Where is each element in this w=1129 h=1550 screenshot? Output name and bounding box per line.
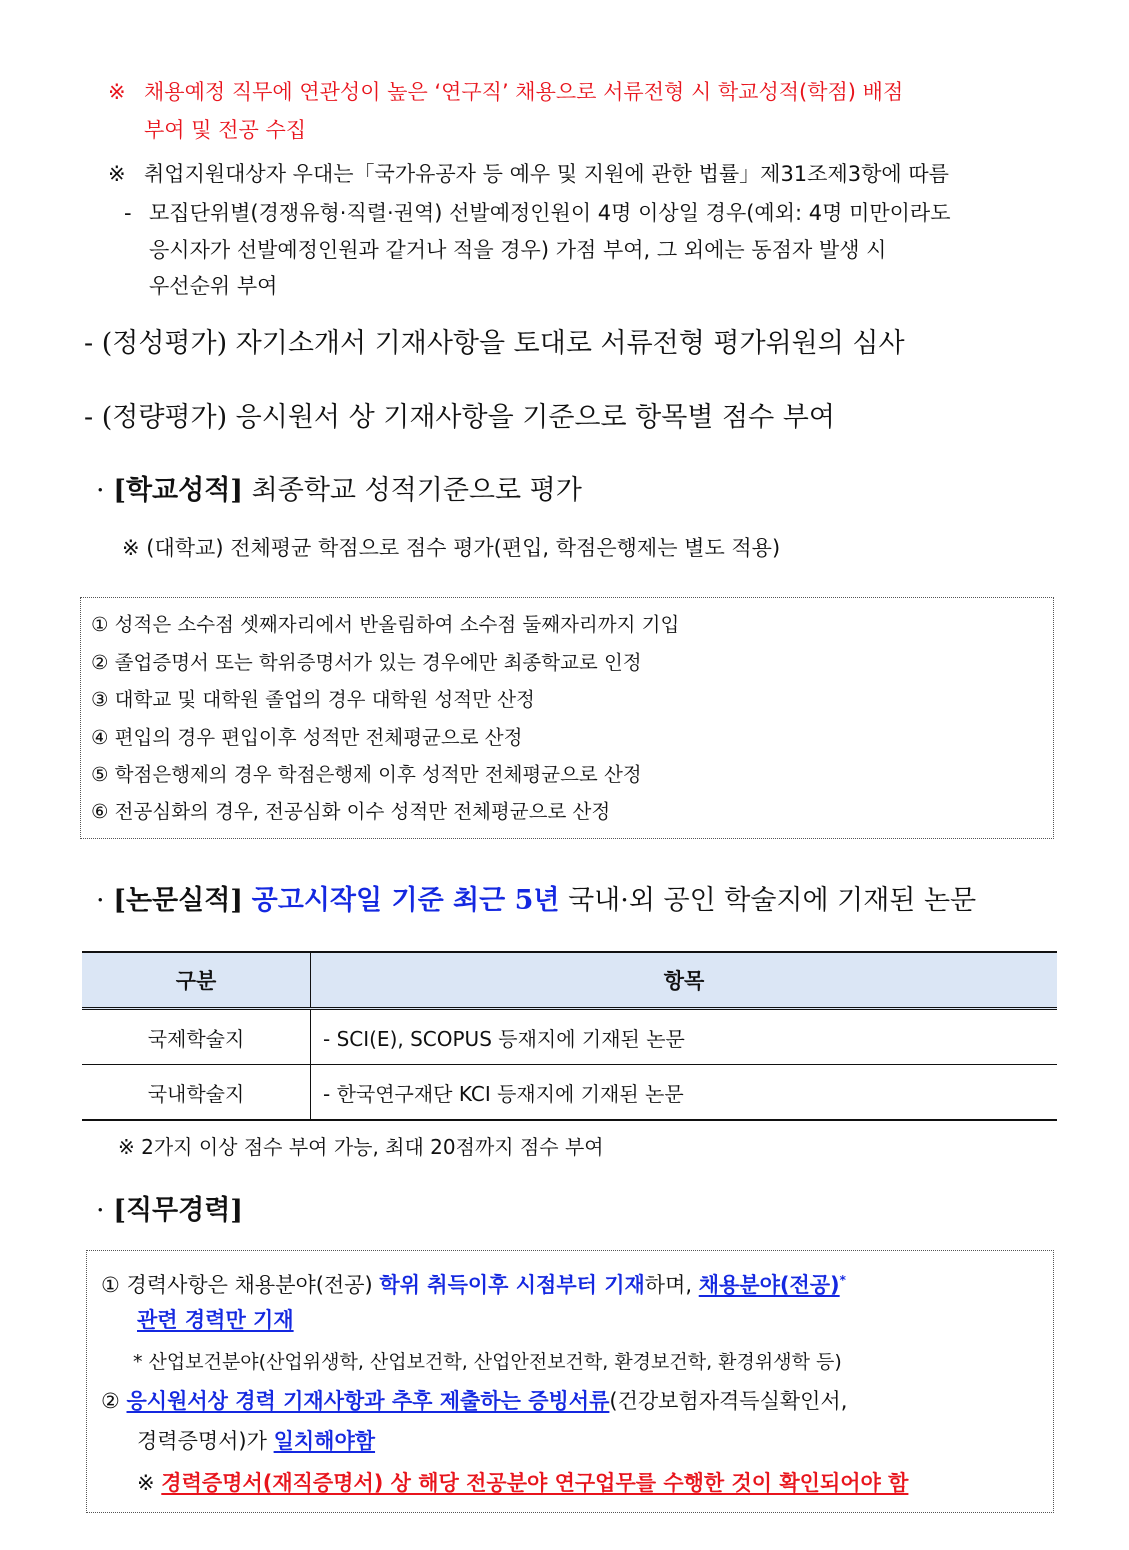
note-research-mark: ※	[108, 80, 126, 104]
career-item1-line1	[101, 1266, 846, 1299]
papers-note: ※ 2가지 이상 점수 부여 가능, 최대 20점까지 점수 부여	[118, 1135, 604, 1159]
career-item1-number: ①	[101, 1273, 120, 1297]
papers-row-domestic-category: 국내학술지	[82, 1065, 311, 1121]
school-label: [학교성적]	[113, 475, 244, 506]
career-item2-text-d: 일치해야함	[273, 1429, 376, 1453]
career-item2-text-b: (건강보험자격득실확인서,	[609, 1389, 848, 1413]
career-heading	[96, 1193, 243, 1229]
school-rule-3: ③ 대학교 및 대학원 졸업의 경우 대학원 성적만 산정	[91, 688, 535, 711]
career-item1-line2: 관련 경력만 기재	[137, 1308, 294, 1332]
career-item2-line1	[101, 1387, 847, 1415]
career-item1-text-a: 경력사항은 채용분야(전공)	[126, 1273, 373, 1297]
papers-row-domestic-item: - 한국연구재단 KCI 등재지에 기재된 논문	[311, 1065, 1058, 1121]
papers-table-header	[82, 952, 1057, 1009]
career-item2-line3	[137, 1469, 908, 1497]
school-rule-1: ① 성적은 소수점 셋째자리에서 반올림하여 소수점 둘째자리까지 기입	[91, 613, 680, 636]
papers-row-international-category: 국제학술지	[82, 1009, 311, 1065]
school-rule-2: ② 졸업증명서 또는 학위증명서가 있는 경우에만 최종학교로 인정	[91, 651, 642, 674]
career-item2-text-e: 경력증명서(재직증명서) 상 해당 전공분야 연구업무를 수행한 것이 확인되어야 함	[161, 1471, 909, 1495]
career-item1-footnote: * 산업보건분야(산업위생학, 산업보건학, 산업안전보건학, 환경보건학, 환경위생학 등)	[133, 1351, 842, 1373]
career-bullet: ·	[96, 1195, 105, 1226]
papers-header-item: 항목	[311, 952, 1058, 1009]
note-veteran-sub-line2: 응시자가 선발예정인원과 같거나 적을 경우) 가점 부여, 그 외에는 동점자 발생 시	[149, 238, 887, 262]
school-bullet: ·	[96, 475, 105, 506]
school-rule-6: ⑥ 전공심화의 경우, 전공심화 이수 성적만 전체평균으로 산정	[91, 800, 611, 823]
papers-highlight: 공고시작일 기준 최근 5년	[251, 885, 560, 916]
career-item2-text-a: 응시원서상 경력 기재사항과 추후 제출하는 증빙서류	[126, 1389, 610, 1413]
papers-label: [논문실적]	[113, 885, 244, 916]
school-heading	[96, 473, 582, 509]
papers-row-international-item: - SCI(E), SCOPUS 등재지에 기재된 논문	[311, 1009, 1058, 1065]
career-item2-text-c: 경력증명서)가	[137, 1429, 267, 1453]
qualitative-evaluation: - (정성평가) 자기소개서 기재사항을 토대로 서류전형 평가위원의 심사	[84, 328, 905, 359]
note-research-line1: 채용예정 직무에 연관성이 높은 ‘연구직’ 채용으로 서류전형 시 학교성적(학점) 배점	[144, 80, 904, 104]
school-rule-5: ⑤ 학점은행제의 경우 학점은행제 이후 성적만 전체평균으로 산정	[91, 763, 642, 786]
note-veteran-line1: 취업지원대상자 우대는「국가유공자 등 예우 및 지원에 관한 법률」제31조제3항에 따름	[144, 162, 949, 186]
note-veteran-mark: ※	[108, 162, 126, 186]
note-veteran-dash: -	[124, 201, 132, 225]
career-item2-line2	[137, 1427, 375, 1455]
career-item1-text-c: 하며,	[644, 1273, 693, 1297]
table-row	[82, 1065, 1057, 1121]
note-research-line2: 부여 및 전공 수집	[144, 118, 307, 142]
papers-rest: 국내·외 공인 학술지에 기재된 논문	[568, 885, 977, 916]
papers-header-category: 구분	[82, 952, 311, 1009]
note-veteran-sub-line3: 우선순위 부여	[149, 274, 278, 298]
school-text: 최종학교 성적기준으로 평가	[251, 475, 582, 506]
career-item1-text-d: 채용분야(전공)	[698, 1273, 840, 1297]
papers-bullet: ·	[96, 885, 105, 916]
career-rules-box	[86, 1250, 1054, 1513]
career-item1-star: *	[839, 1273, 846, 1287]
career-item1-text-b: 학위 취득이후 시점부터 기재	[379, 1273, 645, 1297]
table-row	[82, 1009, 1057, 1065]
career-label: [직무경력]	[113, 1195, 244, 1226]
school-rule-4: ④ 편입의 경우 편입이후 성적만 전체평균으로 산정	[91, 726, 523, 749]
school-rules-box	[80, 597, 1054, 839]
quantitative-evaluation: - (정량평가) 응시원서 상 기재사항을 기준으로 항목별 점수 부여	[84, 402, 835, 433]
career-item2-mark: ※	[137, 1471, 155, 1495]
school-note: ※ (대학교) 전체평균 학점으로 점수 평가(편입, 학점은행제는 별도 적용)	[122, 536, 781, 560]
papers-heading	[96, 883, 976, 919]
papers-table	[82, 951, 1057, 1121]
note-veteran-sub-line1: 모집단위별(경쟁유형·직렬·권역) 선발예정인원이 4명 이상일 경우(예외: 4명 미만이라도	[149, 201, 951, 225]
career-item2-number: ②	[101, 1389, 120, 1413]
